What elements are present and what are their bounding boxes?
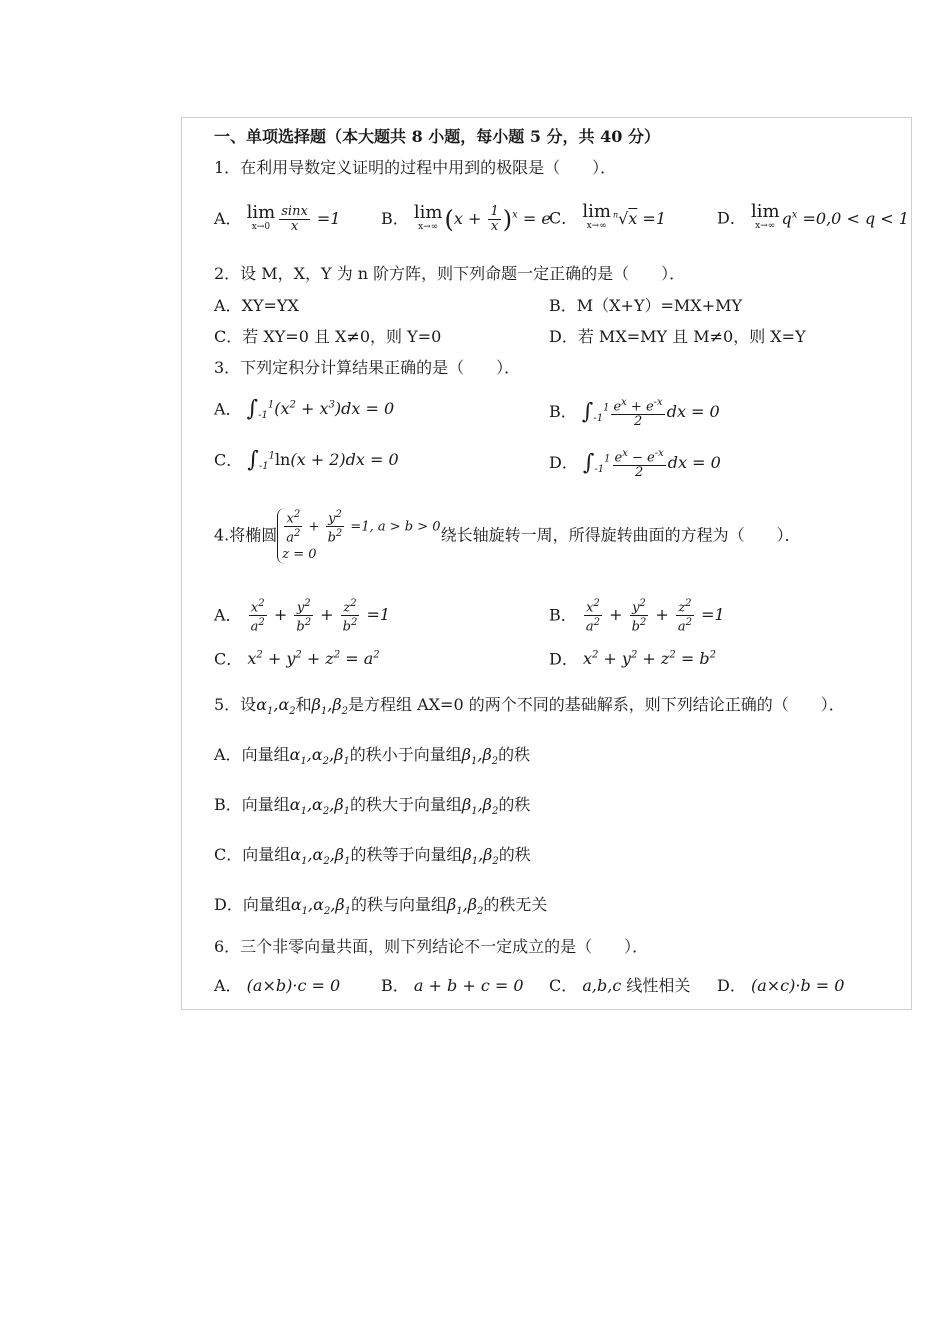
q6-option-c-formula: a,b,c <box>582 976 622 995</box>
q1-option-d-formula: lim x→∞ $q^x =0,0 < q < 1$ <box>750 201 909 231</box>
q2-option-d-label: D． <box>549 327 578 346</box>
q3-option-a-label: A． <box>214 399 242 419</box>
q4-option-a-label: A． <box>214 605 242 625</box>
section-title: 一、单项选择题（本大题共 8 小题，每小题 5 分，共 40 分） <box>214 127 660 146</box>
q5-alpha-set: $\alpha_1,\alpha_2$ <box>256 695 296 718</box>
q5-stem-part-2: 和 <box>295 695 312 714</box>
q5-beta-set: $\beta_1,\beta_2$ <box>311 695 348 718</box>
q6-option-a[interactable] <box>214 976 340 996</box>
q6-option-c-text: 线性相关 <box>626 976 691 995</box>
q5-option-c[interactable] <box>214 845 531 872</box>
q4-option-d-label: D． <box>549 649 578 669</box>
q5-option-a-pre: 向量组 <box>241 745 290 764</box>
q4-option-a-formula: $\frac{x^2}{a^2}$ + $\frac{y^2}{b^2}$ + $\frac{z^2}{b^2}$ =1 <box>250 598 391 635</box>
q1-option-d[interactable] <box>717 201 909 233</box>
q4-option-d-formula: $x^2 + y^2 + z^2 = b^2$ <box>582 649 716 669</box>
q5-option-d-mid: 的秩与向量组 <box>351 895 448 914</box>
q1-option-c[interactable] <box>549 201 666 233</box>
question-1-stem: 1．在利用导数定义证明的过程中用到的极限是（ ）． <box>214 158 617 177</box>
q5-option-d[interactable] <box>214 895 547 922</box>
q1-option-a-formula: lim x→0 $\frac{\sin x}{x}$ =1 <box>246 201 341 234</box>
q3-option-b[interactable] <box>549 396 720 429</box>
q5-option-b-label: B． <box>214 795 242 814</box>
q3-option-d[interactable] <box>549 447 721 480</box>
q5-option-b[interactable] <box>214 795 530 822</box>
q2-option-a-label: A． <box>214 296 242 315</box>
q5-option-d-set1: $\alpha_1,\alpha_2,\beta_1$ <box>290 895 352 918</box>
q3-option-c-label: C． <box>214 450 243 470</box>
q3-option-d-formula: $\int_{-1}^1$ $\frac{e^x - e^{-x}}{2}$ dx = 0 <box>582 448 721 481</box>
q2-option-a-text: XY=YX <box>241 296 299 315</box>
q5-option-a-post: 的秩 <box>498 745 531 764</box>
q5-option-c-mid: 的秩等于向量组 <box>350 845 463 864</box>
q5-option-a-mid: 的秩小于向量组 <box>349 745 462 764</box>
q5-option-b-set1: $\alpha_1,\alpha_2,\beta_1$ <box>289 795 350 818</box>
q4-option-c[interactable] <box>214 646 380 669</box>
q4-option-d[interactable] <box>549 646 716 669</box>
question-6-stem: 6．三个非零向量共面，则下列结论不一定成立的是（ ）． <box>214 937 649 956</box>
q3-option-c[interactable] <box>214 447 399 478</box>
q5-option-a-set1: $\alpha_1,\alpha_2,\beta_1$ <box>289 745 350 768</box>
q6-option-b-label: B． <box>381 976 409 995</box>
q4-option-c-formula: $x^2 + y^2 + z^2 = a^2$ <box>247 649 380 669</box>
q6-option-d-formula: (a×c)·b = 0 <box>750 976 845 995</box>
q5-option-a[interactable] <box>214 745 530 772</box>
q1-option-a[interactable] <box>214 201 341 234</box>
q2-option-d-text: 若 MX=MY 且 M≠0，则 X=Y <box>577 327 806 346</box>
q5-stem-part-3: 是方程组 AX=0 的两个不同的基础解系，则下列结论正确的（ ）． <box>348 695 845 714</box>
question-4-stem <box>214 508 801 564</box>
q5-option-c-post: 的秩 <box>498 845 531 864</box>
q5-option-d-pre: 向量组 <box>242 895 291 914</box>
q5-option-c-pre: 向量组 <box>242 845 291 864</box>
q1-option-b-label: B． <box>381 209 409 228</box>
q4-option-b-label: B． <box>549 605 577 625</box>
q5-option-b-pre: 向量组 <box>241 795 290 814</box>
question-3-stem: 3．下列定积分计算结果正确的是（ ）． <box>214 358 521 377</box>
q3-option-a-formula: $\int_{-1}^1(x^2 + x^3)dx = 0$ <box>246 396 395 422</box>
q6-option-a-label: A． <box>214 976 242 995</box>
q4-stem-prefix: 4.将椭圆 <box>214 525 278 545</box>
q2-option-b-label: B． <box>549 296 577 315</box>
q2-option-b-text: M（X+Y）=MX+MY <box>576 296 743 315</box>
q5-option-d-post: 的秩无关 <box>483 895 548 914</box>
q5-option-a-label: A． <box>214 745 242 764</box>
q5-option-b-set2: $\beta_1,\beta_2$ <box>461 795 499 818</box>
q2-option-c-text: 若 XY=0 且 X≠0，则 Y=0 <box>242 327 442 346</box>
question-2-stem: 2．设 M，X，Y 为 n 阶方阵，则下列命题一定正确的是（ ）． <box>214 264 686 283</box>
q4-stem-suffix: 绕长轴旋转一周，所得旋转曲面的方程为（ ）． <box>440 525 801 545</box>
q5-option-c-label: C． <box>214 845 243 864</box>
question-5-stem <box>214 695 845 722</box>
q1-option-a-label: A． <box>214 209 242 228</box>
q6-option-b[interactable] <box>381 976 524 996</box>
q5-option-b-mid: 的秩大于向量组 <box>349 795 462 814</box>
q2-option-b[interactable] <box>549 296 742 316</box>
q6-option-d-label: D． <box>717 976 746 995</box>
q3-option-b-formula: $\int_{-1}^1$ $\frac{e^x + e^{-x}}{2}$ dx = 0 <box>581 397 720 430</box>
q1-option-d-label: D． <box>717 208 746 228</box>
q3-option-b-label: B． <box>549 402 577 422</box>
q5-option-b-post: 的秩 <box>498 795 531 814</box>
q2-option-c-label: C． <box>214 327 243 346</box>
q4-option-b[interactable] <box>549 597 725 635</box>
q5-option-a-set2: $\beta_1,\beta_2$ <box>461 745 499 768</box>
q5-option-d-label: D． <box>214 895 243 914</box>
ellipse-system: $\frac{x^2}{a^2}$ + $\frac{y^2}{b^2}$ =1, a > b > 0 z = 0 <box>277 508 440 564</box>
q1-option-b-formula: lim x→∞ (x + $\frac{1}{x}$ )$^x$ = e <box>413 201 551 234</box>
q6-option-a-formula: (a×b)·c = 0 <box>246 976 341 995</box>
q2-option-d[interactable] <box>549 327 806 347</box>
q2-option-a[interactable] <box>214 296 299 316</box>
q6-option-b-formula: a + b + c = 0 <box>413 976 524 995</box>
q5-option-c-set2: $\beta_1,\beta_2$ <box>462 845 499 868</box>
q3-option-d-label: D． <box>549 453 578 473</box>
q2-option-c[interactable] <box>214 327 441 347</box>
q1-option-c-label: C． <box>549 208 578 228</box>
q5-option-d-set2: $\beta_1,\beta_2$ <box>447 895 484 918</box>
q4-option-b-formula: $\frac{x^2}{a^2}$ + $\frac{y^2}{b^2}$ + $\frac{z^2}{a^2}$ =1 <box>585 598 725 635</box>
q5-option-c-set1: $\alpha_1,\alpha_2,\beta_1$ <box>290 845 351 868</box>
q6-option-c-label: C． <box>549 976 578 995</box>
q3-option-a[interactable] <box>214 396 394 427</box>
q6-option-c[interactable] <box>549 976 690 996</box>
q3-option-c-formula: $\int_{-1}^1\ln(x + 2)dx = 0$ <box>247 447 399 473</box>
q1-option-b[interactable] <box>381 201 551 234</box>
q4-option-a[interactable] <box>214 597 390 635</box>
q4-option-c-label: C． <box>214 649 243 669</box>
q5-stem-part-1: 5．设 <box>214 695 257 714</box>
q1-option-c-formula: lim x→∞ $^n$√x =1 <box>582 201 666 231</box>
q6-option-d[interactable] <box>717 976 844 996</box>
